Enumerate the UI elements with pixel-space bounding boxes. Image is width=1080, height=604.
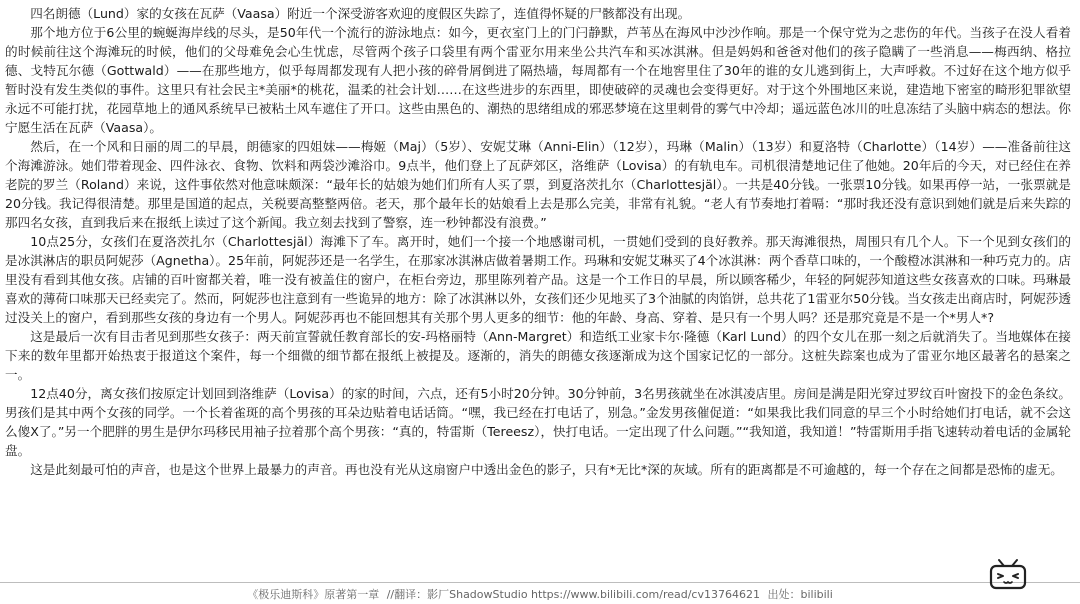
footer-credit <box>0 586 1080 602</box>
paragraph-3: 然后，在一个风和日丽的周二的早晨，朗德家的四姐妹——梅姬（Maj）（5岁）、安妮艾琳（Anni-Elin）（12岁），玛琳（Malin）（13岁）和夏洛特（Charlotte）（14岁）——准备前往这个海滩游泳。她们带着现金、四件泳衣、食物、饮料和两袋沙滩浴巾。9点半，他们登上了瓦萨郊区，洛维萨（Lovisa）的有轨电车。司机很清楚地记住了他她。20年后的今天，对已经住在养老院的罗兰（Roland）来说，这件事依然对他意味颇深：“最年长的姑娘为她们们所有人买了票，到夏洛茨扎尔（Charlottesjäl）。一共是40分钱。一张票10分钱。如果再停一站，一张票就是20分钱。我记得很清楚。那里是国道的起点，关税要高整整两倍。老天，那个最年长的姑娘看上去是那么完美，非常有礼貌。“老人有节奏地打着嗝：“那时我还没有意识到她们就是后来失踪的那四名女孩，直到我后来在报纸上读过了这个新闻。我立刻去找到了警察，连一秒钟都没有浪费。” <box>5 139 1071 230</box>
paragraph-4: 10点25分，女孩们在夏洛茨扎尔（Charlottesjäl）海滩下了车。离开时，她们一个接一个地感谢司机，一贯她们受到的良好教养。那天海滩很热，周围只有几个人。下一个见到女孩们的是冰淇淋店的职员阿妮莎（Agnetha）。25年前，阿妮莎还是一名学生，在那家冰淇淋店做着暑期工作。玛琳和安妮艾琳买了4个冰淇淋：两个香草口味的，一个酸橙冰淇淋和一种巧克力的。店里没有看到其他女孩。店铺的百叶窗都关着，唯一没有被盖住的窗户，在柜台旁边，那里陈列着产品。这是一个工作日的早晨，所以顾客稀少，年轻的阿妮莎知道这些女孩喜欢的口味。玛琳最喜欢的薄荷口味那天已经卖完了。然而，阿妮莎也注意到有一些诡异的地方：除了冰淇淋以外，女孩们还少见地买了3个油腻的肉馅饼，总共花了1雷亚尔50分钱。当女孩走出商店时，阿妮莎透过没关上的窗户，看到那些女孩的身边有一个男人。阿妮莎再也不能回想其有关那个男人更多的细节：他的年龄、身高、穿着、是只有一个男人吗？还是那究竟是不是一个*男人*? <box>5 234 1071 325</box>
footer-source: 《极乐迪斯科》原著第一章 <box>247 588 380 601</box>
paragraph-7: 这是此刻最可怕的声音，也是这个世界上最暴力的声音。再也没有光从这扇窗户中透出金色的影子，只有*无比*深的灰域。所有的距离都是不可逾越的，每一个存在之间都是恐怖的虚无。 <box>30 462 1063 477</box>
paragraph-5: 这是最后一次有目击者见到那些女孩子：两天前宣誓就任教育部长的安-玛格丽特（Ann-Margret）和造纸工业家卡尔·隆德（Karl Lund）的四个女儿在那一刻之后就消失了。当地媒体在接下来的数年里都开始热衷于报道这个案件，每一个细微的细节都在报纸上被提及。逐渐的，消失的朗德女孩逐渐成为这个国家记忆的一部分。这桩失踪案也成为了雷亚尔地区最著名的悬案之一。 <box>5 329 1071 382</box>
footer-translation: //翻译：影厂ShadowStudio https://www.bilibili.com/read/cv13764621 <box>386 588 760 601</box>
document-body <box>5 4 1071 479</box>
paragraph-6: 12点40分，离女孩们按原定计划回到洛维萨（Lovisa）的家的时间，六点，还有5小时20分钟。30分钟前，3名男孩就坐在冰淇凌店里。房间是满是阳光穿过罗纹百叶窗投下的金色条纹。男孩们是其中两个女孩的同学。一个长着雀斑的高个男孩的耳朵边贴着电话话筒。“嘿，我已经在打电话了，别急。”金发男孩催促道：“如果我比我们同意的早三个小时给她们打电话，就不会这么傻X了。”另一个肥胖的男生是伊尔玛移民用袖子拉着那个高个男孩：“真的，特雷斯（Tereesz），快打电话。一定出现了什么问题。”“我知道，我知道！”特雷斯用手指飞速转动着电话的金属轮盘。 <box>5 386 1071 458</box>
paragraph-2: 那个地方位于6公里的蜿蜒海岸线的尽头，是50年代一个流行的游泳地点：如今，更衣室门上的门闩静默，芦苇丛在海风中沙沙作响。那是一个保守党为之悲伤的年代。当孩子在没人看着的时候前往这个海滩玩的时候，他们的父母难免会心生忧虑，尽管两个孩子口袋里有两个雷亚尔用来坐公共汽车和买冰淇淋。但是妈妈和爸爸对他们的孩子隐瞒了一些消息——梅西纳、格拉德、戈特瓦尔德（Gottwald）——在那些地方，似乎每周都发现有人把小孩的碎骨屑倒进了隔热墙，每周都有一个在地窖里住了30年的谁的女儿逃到街上，大声呼救。不过好在这个地方似乎暂时没有发生类似的事件。这里只有社会民主*美丽*的桃花，温柔的社会计划……在这些进步的东西里，即使破碎的灵魂也会变得更好。对于这个外围地区来说，建造地下密室的畸形犯罪欲望永远不可能打扰，花园草地上的通风系统早已被粘土风车遮住了开口。这些由黑色的、潮热的思绪组成的邪恶梦境在这里刺骨的雾气中冷却；遥远蓝色冰川的吐息冻结了头脑中病态的想法。你宁愿生活在瓦萨（Vaasa）。 <box>5 25 1071 135</box>
footer-divider <box>0 582 1080 583</box>
bilibili-tv-logo-icon <box>985 556 1031 592</box>
footer-origin: 出处：bilibili <box>767 588 833 601</box>
paragraph-1: 四名朗德（Lund）家的女孩在瓦萨（Vaasa）附近一个深受游客欢迎的度假区失踪了，连值得怀疑的尸骸都没有出现。 <box>30 6 691 21</box>
